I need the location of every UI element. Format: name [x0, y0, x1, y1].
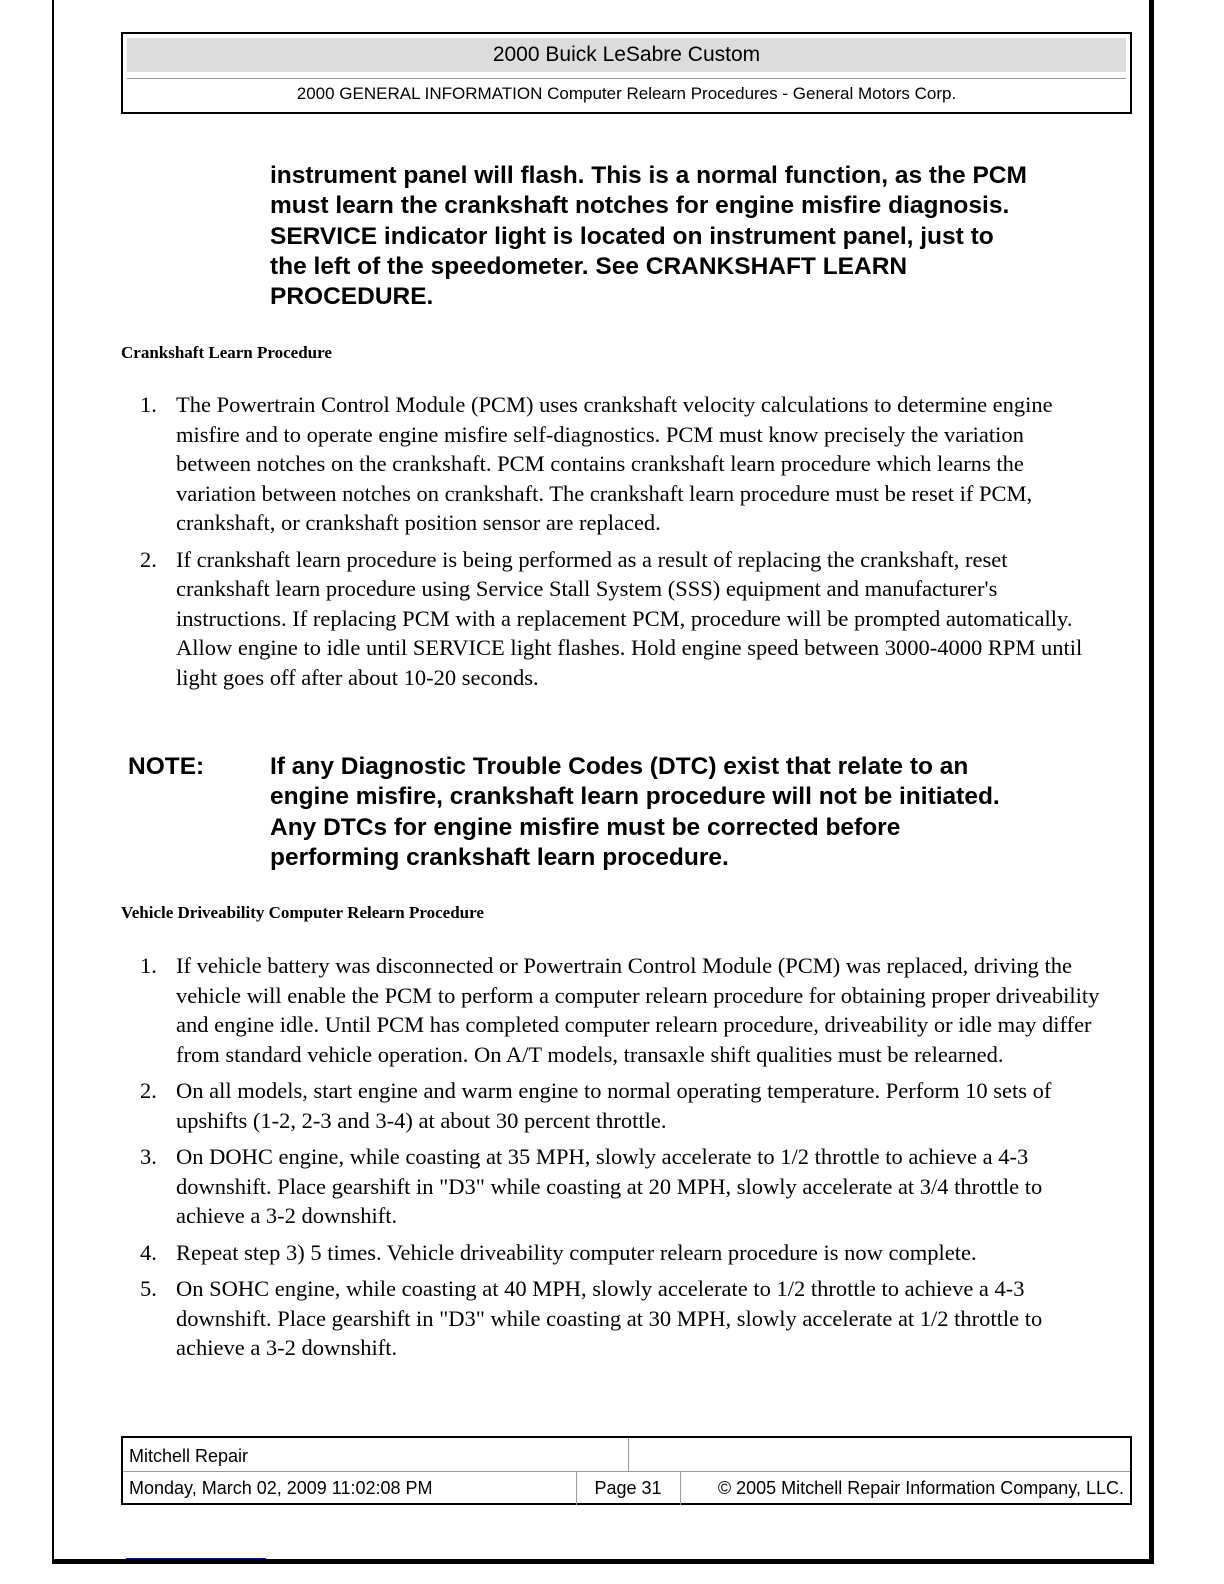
- header-subtitle: 2000 GENERAL INFORMATION Computer Relearn Procedures - General Motors Corp.: [127, 78, 1126, 109]
- footer-source: Mitchell Repair: [129, 1446, 249, 1466]
- note-line: If any Diagnostic Trouble Codes (DTC) exist that relate to an: [270, 753, 969, 780]
- list-item: [140, 1076, 1101, 1135]
- list-item: [140, 951, 1101, 1069]
- list-item: [140, 1274, 1101, 1363]
- note-line: Any DTCs for engine misfire must be corrected before: [270, 813, 901, 841]
- step-number: 1.: [140, 392, 157, 417]
- step-text: Repeat step 3) 5 times. Vehicle driveability computer relearn procedure is now complete.: [176, 1239, 977, 1265]
- note-text: [270, 752, 1000, 873]
- footnote-separator: [126, 1558, 266, 1559]
- step-number: 2.: [140, 1078, 157, 1103]
- step-number: 1.: [140, 953, 157, 978]
- step-text: On all models, start engine and warm engine to normal operating temperature. Perform 10 sets of upshifts (1-2, 2-3 and 3-4) at about 30 percent throttle.: [176, 1078, 1052, 1133]
- step-text: If crankshaft learn procedure is being performed as a result of replacing the crankshaft, reset crankshaft learn procedure using Service Stall System (SSS) equipment and manufacturer's instructions. If replacing PCM with a replacement PCM, procedure will be prompted automatically. Allow engine to idle until SERVICE light flashes. Hold engine speed between 3000-4000 RPM until light goes off after about 10-20 seconds.: [176, 546, 1083, 690]
- step-number: 3.: [140, 1144, 157, 1169]
- step-text: If vehicle battery was disconnected or Powertrain Control Module (PCM) was replaced, driving the vehicle will enable the PCM to perform a computer relearn procedure for obtaining proper driveability and engine idle. Until PCM has completed computer relearn procedure, driveability or idle may differ from standard vehicle operation. On A/T models, transaxle shift qualities must be relearned.: [176, 953, 1100, 1067]
- list-item: [140, 545, 1101, 693]
- document-footer: [121, 1436, 1132, 1505]
- intro-note-line: SERVICE indicator light is located on instrument panel, just to: [270, 222, 994, 250]
- intro-note-line: must learn the crankshaft notches for engine misfire diagnosis.: [270, 192, 1010, 220]
- document-header: [121, 32, 1132, 114]
- step-number: 2.: [140, 546, 157, 572]
- footer-datetime: Monday, March 02, 2009 11:02:08 PM: [129, 1478, 433, 1498]
- step-number: 4.: [140, 1239, 157, 1265]
- step-text: On SOHC engine, while coasting at 40 MPH, slowly accelerate to 1/2 throttle to achieve a 4-3 downshift. Place gearshift in "D3" while coasting at 30 MPH, slowly accelerate at 1/2 throttle to achieve a 3-2 downshift.: [176, 1276, 1043, 1360]
- header-title: 2000 Buick LeSabre Custom: [127, 38, 1126, 72]
- list-item: [140, 1238, 1101, 1268]
- footer-divider: [123, 1471, 1130, 1472]
- step-text: The Powertrain Control Module (PCM) uses crankshaft velocity calculations to determine engine misfire and to operate engine misfire self-diagnostics. PCM must know precisely the variation between notches on the crankshaft. PCM contains crankshaft learn procedure which learns the variation between notches on crankshaft. The crankshaft learn procedure must be reset if PCM, crankshaft, or crankshaft position sensor are replaced.: [176, 392, 1053, 535]
- vehicle-relearn-heading: Vehicle Driveability Computer Relearn Procedure: [121, 903, 484, 922]
- footer-copyright: © 2005 Mitchell Repair Information Company, LLC.: [717, 1478, 1124, 1498]
- note-line: engine misfire, crankshaft learn procedure will not be initiated.: [270, 783, 1000, 811]
- note-line: performing crankshaft learn procedure.: [270, 843, 729, 871]
- crankshaft-steps-list: [140, 390, 1101, 699]
- note-label: NOTE:: [128, 753, 205, 780]
- list-item: [140, 1142, 1101, 1231]
- footer-page-number: Page 31: [594, 1478, 662, 1498]
- intro-note: [270, 161, 1027, 312]
- intro-note-line: the left of the speedometer. See CRANKSHAFT LEARN: [270, 252, 908, 280]
- crankshaft-learn-heading: Crankshaft Learn Procedure: [121, 343, 332, 362]
- step-number: 5.: [140, 1276, 157, 1301]
- step-text: On DOHC engine, while coasting at 35 MPH, slowly accelerate to 1/2 throttle to achieve a 4-3 downshift. Place gearshift in "D3" while coasting at 20 MPH, slowly accelerate at 3/4 throttle to achieve a 3-2 downshift.: [176, 1144, 1043, 1228]
- list-item: [140, 390, 1101, 538]
- vehicle-steps-list: [140, 951, 1101, 1370]
- intro-note-line: instrument panel will flash. This is a normal function, as the PCM: [270, 162, 1027, 189]
- footer-divider: [628, 1438, 629, 1471]
- intro-note-line: PROCEDURE.: [270, 283, 434, 311]
